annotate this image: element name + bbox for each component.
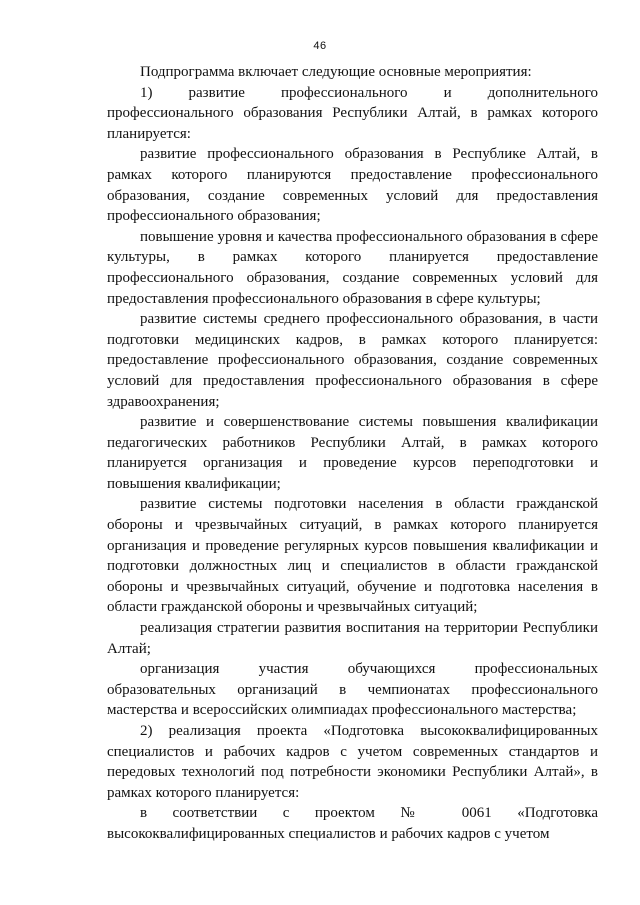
paragraph-teacher-qualification: развитие и совершенствование системы повышения квалификации педагогических работников Республики Алтай, в рамках которого планируется организация и проведение курсов переподготовки и повышения квалификации; (107, 414, 598, 492)
paragraph-upbringing-strategy: реализация стратегии развития воспитания на территории Республики Алтай; (107, 620, 598, 657)
paragraph-item-2: 2) реализация проекта «Подготовка высококвалифицированных специалистов и рабочих кадров с учетом современных стандартов и передовых технологий под потребности экономики Республики Алтай», в рамках которого планируется: (107, 723, 598, 801)
document-body (107, 62, 598, 845)
paragraph-championships: организация участия обучающихся профессиональных образовательных организаций в чемпионатах профессионального мастерства и всероссийских олимпиадах профессионального мастерства; (107, 661, 598, 719)
paragraph-item-1: 1) развитие профессионального и дополнительного профессионального образования Республики Алтай, в рамках которого планируется: (107, 84, 598, 142)
paragraph-project-0061: в соответствии с проектом № 0061 «Подготовка высококвалифицированных специалистов и рабочих кадров с учетом (107, 805, 598, 842)
paragraph-vocational-education: развитие профессионального образования в Республике Алтай, в рамках которого планируются предоставление профессионального образования, создание современных условий для предоставления профессионального образования; (107, 146, 598, 225)
paragraph-civil-defense: развитие системы подготовки населения в области гражданской обороны и чрезвычайных ситуаций, в рамках которого планируется организация и проведение регулярных курсов повышения квалификации и подготовки должностных лиц и специалистов в области гражданской обороны и чрезвычайных ситуаций, обучение и подготовка населения в области гражданской обороны и чрезвычайных ситуаций; (107, 496, 598, 616)
paragraph-medical-training: развитие системы среднего профессионального образования, в части подготовки медицинских кадров, в рамках которого планируется: предоставление профессионального образования, создание современных условий для предоставления профессионального образования в сфере здравоохранения; (107, 311, 598, 410)
paragraph-intro: Подпрограмма включает следующие основные мероприятия: (140, 64, 532, 80)
paragraph-culture-education: повышение уровня и качества профессионального образования в сфере культуры, в рамках которого планируется предоставление профессионального образования, создание современных условий для предоставления профессионального образования в сфере культуры; (107, 228, 598, 307)
page-number: 46 (313, 40, 327, 52)
